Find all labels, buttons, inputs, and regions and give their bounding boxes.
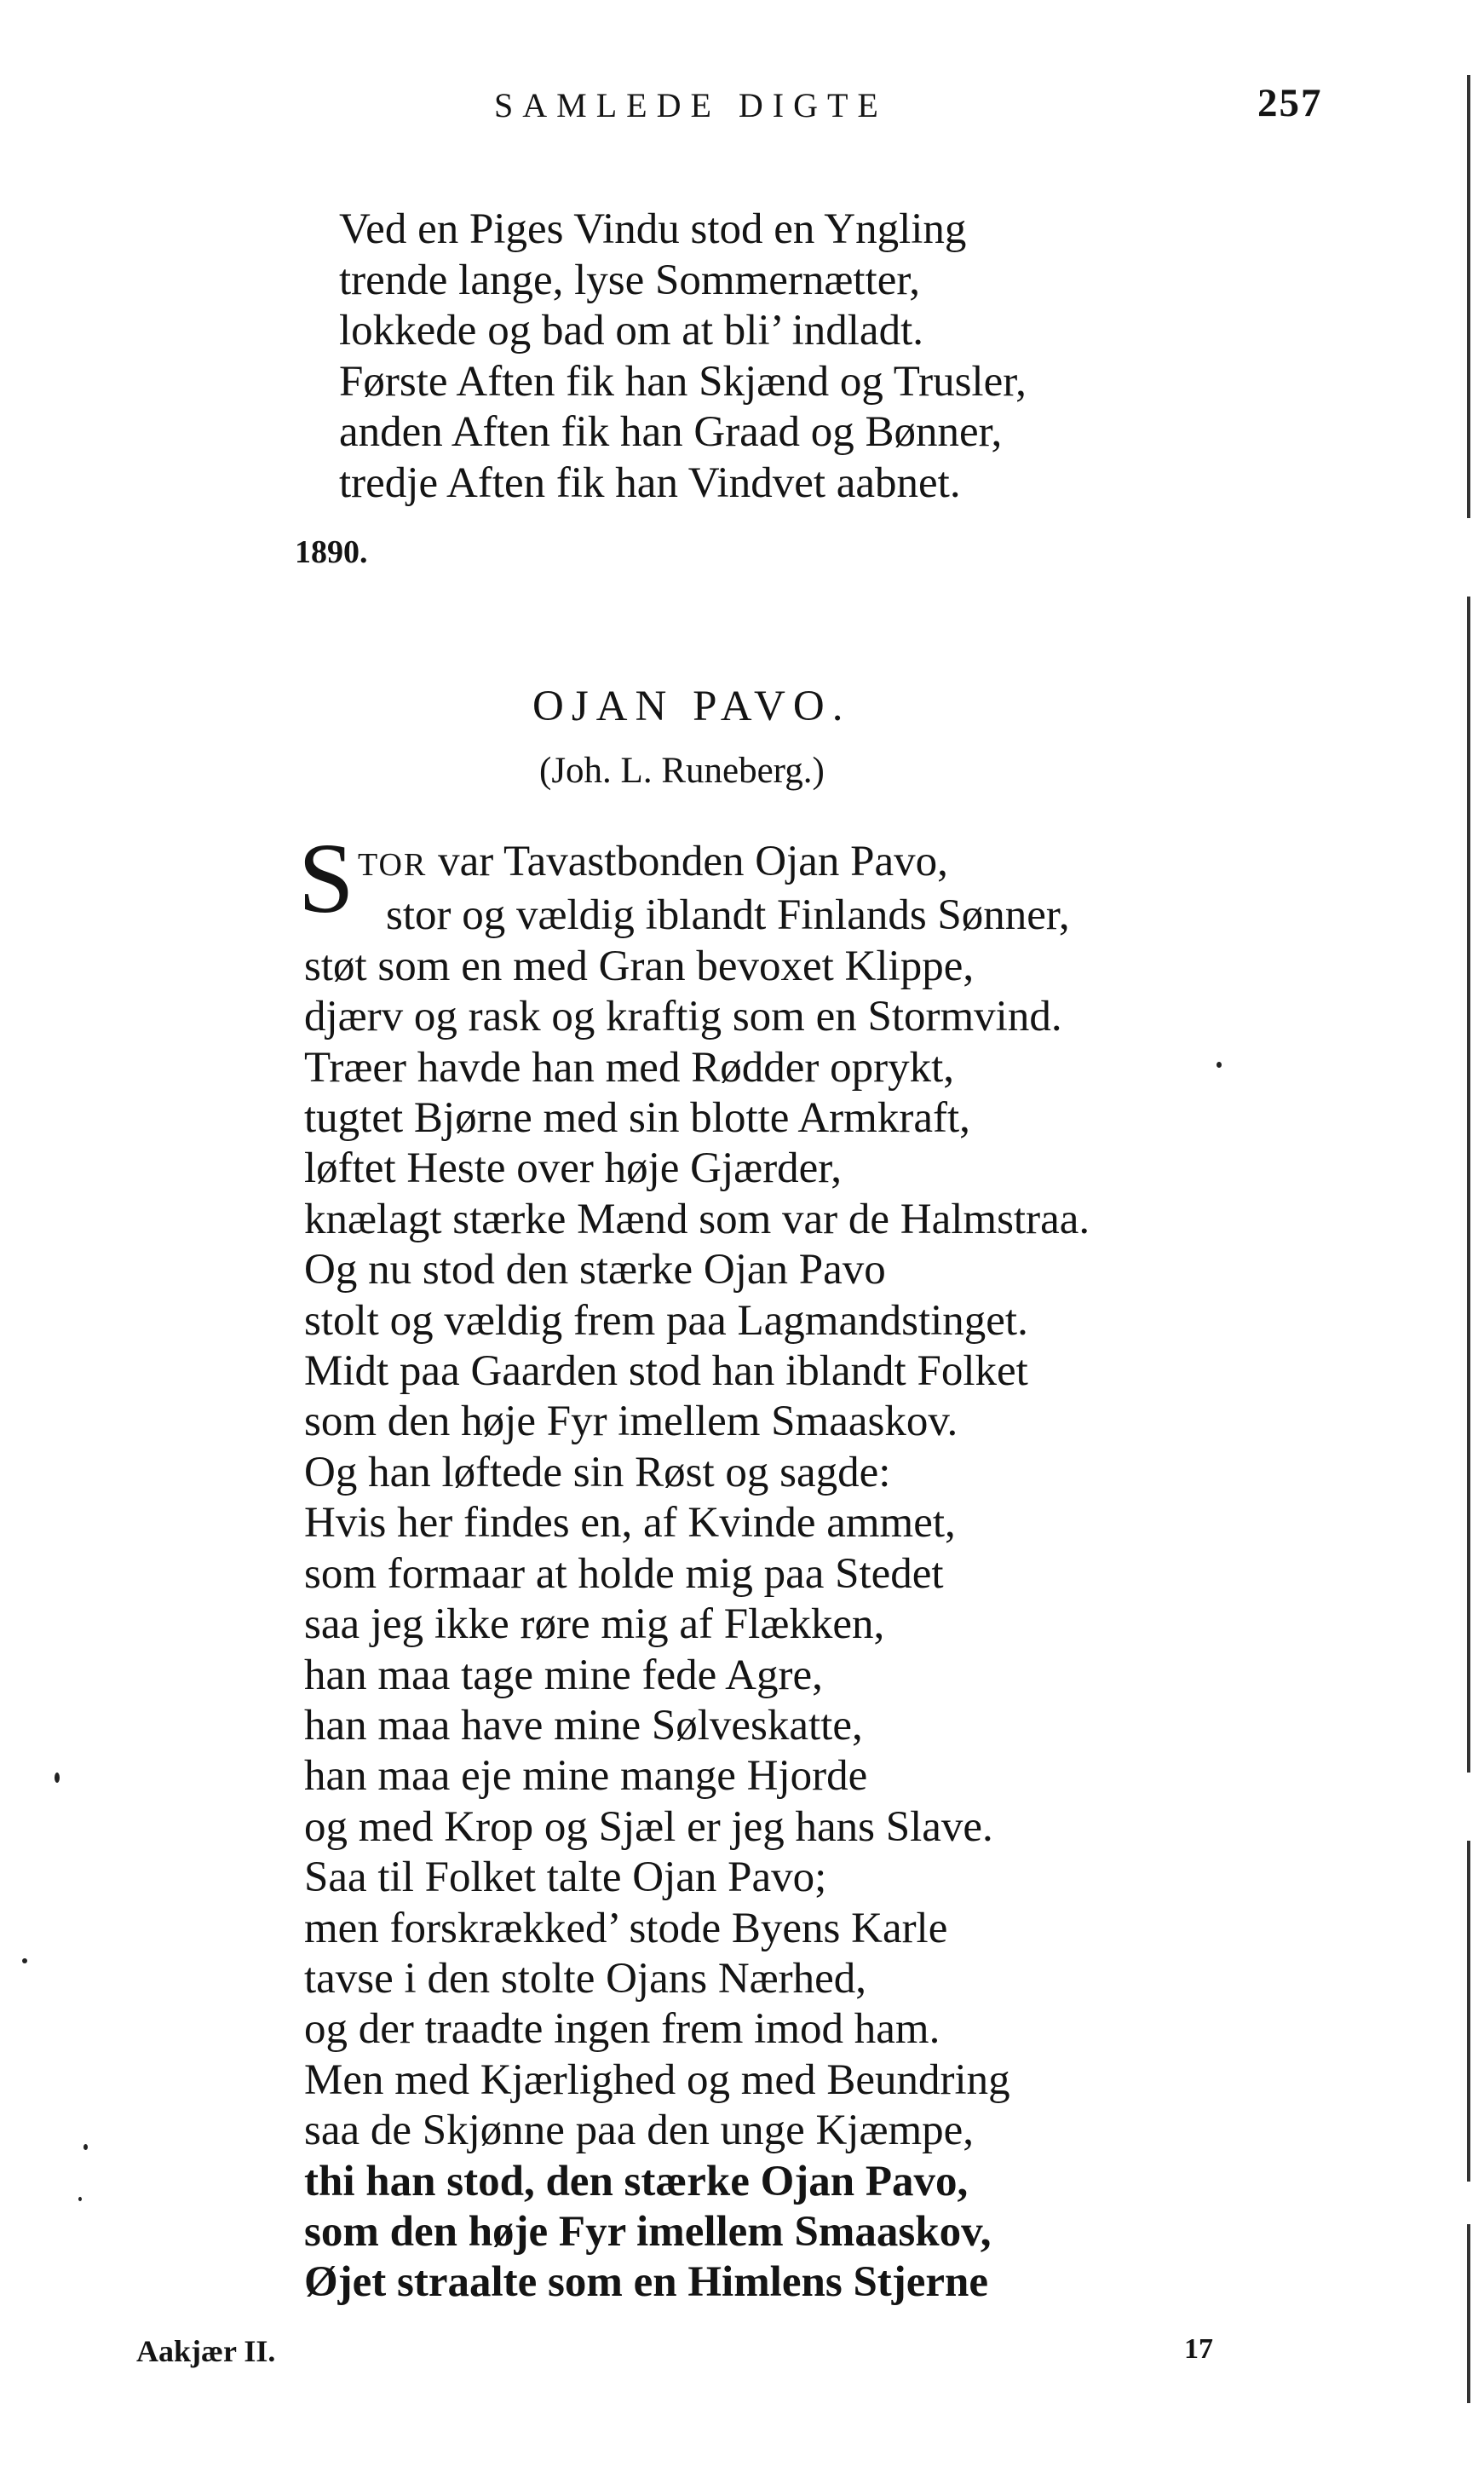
- verse-line: Men med Kjærlighed og med Beundring: [304, 2055, 1010, 2104]
- verse-line: Træer havde han med Rødder oprykt,: [304, 1043, 954, 1092]
- verse-line-first: [304, 837, 1454, 891]
- verse-line: Øjet straalte som en Himlens Stjerne: [304, 2258, 989, 2307]
- first-word-smallcaps: TOR: [358, 847, 428, 883]
- verse-line: Hvis her findes en, af Kvinde ammet,: [304, 1499, 956, 1548]
- verse-line: som den høje Fyr imellem Smaaskov.: [304, 1398, 958, 1446]
- verse-line: han maa eje mine mange Hjorde: [304, 1752, 868, 1801]
- signature-mark: Aakjær II.: [136, 2334, 276, 2368]
- verse-line: men forskrækked’ stode Byens Karle: [304, 1904, 948, 1952]
- verse-line: han maa have mine Sølveskatte,: [304, 1701, 863, 1750]
- verse-line: løftet Heste over høje Gjærder,: [304, 1144, 843, 1193]
- verse-line: som formaar at holde mig paa Stedet: [304, 1549, 944, 1598]
- verse-line: trende lange, lyse Sommernætter,: [339, 256, 921, 304]
- first-line-text: var Tavastbonden Ojan Pavo,: [427, 838, 948, 885]
- verse-line: stolt og vældig frem paa Lagmandstinget.: [304, 1296, 1028, 1345]
- verse-line: Saa til Folket talte Ojan Pavo;: [304, 1853, 827, 1902]
- verse-line: Ved en Piges Vindu stod en Yngling: [339, 205, 967, 253]
- ink-speck: [22, 1958, 27, 1963]
- running-title: SAMLEDE DIGTE: [494, 86, 888, 124]
- page-edge-rule: [1467, 2224, 1470, 2403]
- ink-speck: [78, 2197, 82, 2201]
- previous-poem-ending: [339, 205, 1447, 509]
- poem-body: [304, 837, 1454, 2309]
- running-head: [0, 78, 1484, 130]
- verse-line: lokkede og bad om at bli’ indladt.: [339, 307, 923, 355]
- ink-speck: [83, 2144, 88, 2150]
- page-footer: [0, 2333, 1484, 2376]
- verse-line: han maa tage mine fede Agre,: [304, 1651, 823, 1699]
- verse-line: tavse i den stolte Ojans Nærhed,: [304, 1954, 867, 2003]
- verse-line: tredje Aften fik han Vindvet aabnet.: [339, 458, 961, 507]
- ink-speck: [1217, 1062, 1222, 1068]
- verse-line: Og han løftede sin Røst og sagde:: [304, 1448, 891, 1496]
- verse-line: Midt paa Gaarden stod han iblandt Folket: [304, 1347, 1028, 1396]
- verse-line: stor og vældig iblandt Finlands Sønner,: [386, 891, 1070, 940]
- verse-line: som den høje Fyr imellem Smaaskov,: [304, 2207, 992, 2256]
- sheet-number: 17: [1184, 2333, 1213, 2365]
- poem-title: OJAN PAVO.: [532, 683, 851, 730]
- verse-line: anden Aften fik han Graad og Bønner,: [339, 408, 1003, 456]
- poem-year: 1890.: [295, 534, 368, 570]
- verse-line: saa de Skjønne paa den unge Kjæmpe,: [304, 2107, 975, 2155]
- page-number: 257: [1257, 81, 1323, 125]
- drop-cap: S: [298, 822, 354, 934]
- verse-line: og med Krop og Sjæl er jeg hans Slave.: [304, 1802, 993, 1851]
- verse-line: djærv og rask og kraftig som en Stormvind.: [304, 993, 1062, 1041]
- poem-author: (Joh. L. Runeberg.): [539, 751, 825, 791]
- verse-line: støt som en med Gran bevoxet Klippe,: [304, 942, 975, 990]
- verse-line: tugtet Bjørne med sin blotte Armkraft,: [304, 1094, 970, 1143]
- ink-speck: [55, 1773, 60, 1783]
- verse-line: og der traadte ingen frem imod ham.: [304, 2005, 940, 2054]
- page-edge-rule: [1467, 1841, 1470, 2182]
- page-edge-rule: [1467, 597, 1470, 1773]
- verse-line: knælagt stærke Mænd som var de Halmstraa.: [304, 1195, 1090, 1243]
- verse-line: thi han stod, den stærke Ojan Pavo,: [304, 2157, 969, 2205]
- verse-line: Og nu stod den stærke Ojan Pavo: [304, 1246, 886, 1294]
- verse-line: Første Aften fik han Skjænd og Trusler,: [339, 357, 1027, 406]
- page-edge-rule: [1467, 75, 1470, 518]
- verse-line: saa jeg ikke røre mig af Flækken,: [304, 1600, 885, 1649]
